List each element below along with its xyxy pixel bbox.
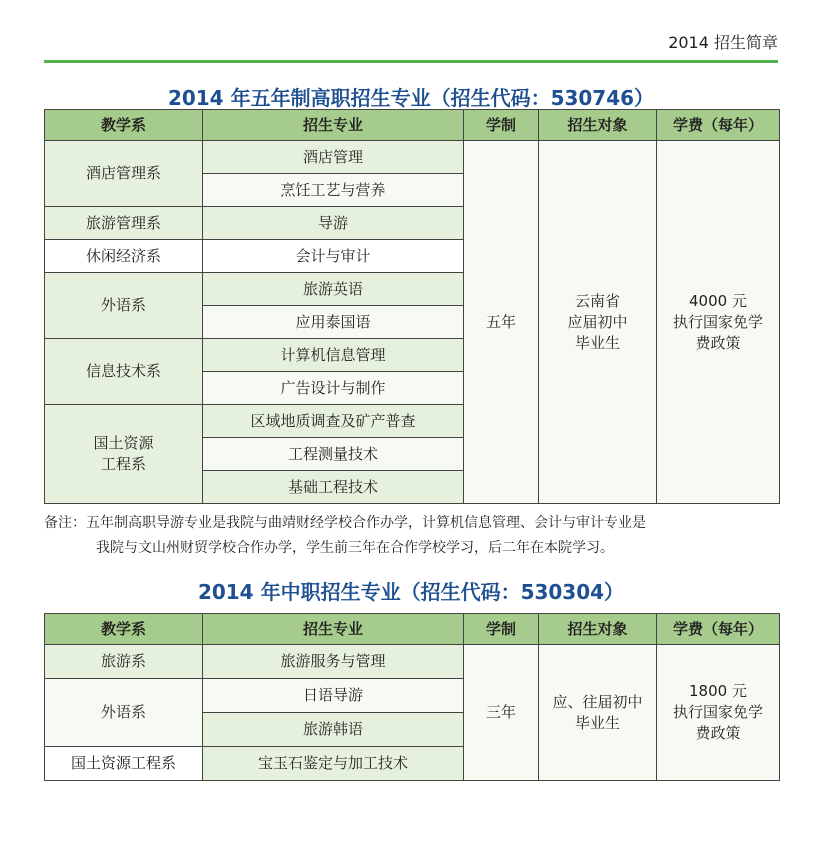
page-header: 2014 招生简章 xyxy=(668,33,778,52)
major-cell: 会计与审计 xyxy=(203,240,464,273)
tuition-cell: 4000 元 执行国家免学 费政策 xyxy=(657,141,780,504)
major-cell: 应用泰国语 xyxy=(203,306,464,339)
department-cell: 旅游系 xyxy=(45,645,203,679)
section1-title: 2014 年五年制高职招生专业（招生代码：530746） xyxy=(167,86,655,110)
header-rule xyxy=(44,60,778,63)
major-cell: 广告设计与制作 xyxy=(203,372,464,405)
major-cell: 旅游服务与管理 xyxy=(203,645,464,679)
major-cell: 旅游韩语 xyxy=(203,713,464,747)
major-cell: 工程测量技术 xyxy=(203,438,464,471)
header-target: 招生对象 xyxy=(539,110,657,141)
duration-cell: 五年 xyxy=(464,141,539,504)
secondary-vocational-table xyxy=(44,613,780,781)
major-cell: 区域地质调查及矿产普查 xyxy=(203,405,464,438)
target-cell: 云南省 应届初中 毕业生 xyxy=(539,141,657,504)
tuition-cell: 1800 元 执行国家免学 费政策 xyxy=(657,645,780,781)
department-cell: 国土资源 工程系 xyxy=(45,405,203,504)
header-major: 招生专业 xyxy=(203,614,464,645)
department-cell: 外语系 xyxy=(45,679,203,747)
department-cell: 酒店管理系 xyxy=(45,141,203,207)
header-major: 招生专业 xyxy=(203,110,464,141)
note-line-2: 我院与文山州财贸学校合作办学，学生前三年在合作学校学习，后二年在本院学习。 xyxy=(96,540,614,556)
duration-cell: 三年 xyxy=(464,645,539,781)
note xyxy=(44,511,784,561)
department-cell: 旅游管理系 xyxy=(45,207,203,240)
note-line-1: 备注：五年制高职导游专业是我院与曲靖财经学校合作办学，计算机信息管理、会计与审计专业是 xyxy=(44,515,646,531)
major-cell: 计算机信息管理 xyxy=(203,339,464,372)
target-cell: 应、往届初中 毕业生 xyxy=(539,645,657,781)
department-cell: 休闲经济系 xyxy=(45,240,203,273)
department-cell: 外语系 xyxy=(45,273,203,339)
header-tuition: 学费（每年） xyxy=(657,110,780,141)
table-header-row xyxy=(45,614,780,645)
major-cell: 酒店管理 xyxy=(203,141,464,174)
header-tuition: 学费（每年） xyxy=(657,614,780,645)
major-cell: 日语导游 xyxy=(203,679,464,713)
major-cell: 导游 xyxy=(203,207,464,240)
major-cell: 烹饪工艺与营养 xyxy=(203,174,464,207)
header-target: 招生对象 xyxy=(539,614,657,645)
table-header-row xyxy=(45,110,780,141)
major-cell: 基础工程技术 xyxy=(203,471,464,504)
header-duration: 学制 xyxy=(464,614,539,645)
major-cell: 旅游英语 xyxy=(203,273,464,306)
department-cell: 国土资源工程系 xyxy=(45,747,203,781)
header-duration: 学制 xyxy=(464,110,539,141)
header-department: 教学系 xyxy=(45,110,203,141)
section2-title: 2014 年中职招生专业（招生代码：530304） xyxy=(197,580,625,604)
major-cell: 宝玉石鉴定与加工技术 xyxy=(203,747,464,781)
header-department: 教学系 xyxy=(45,614,203,645)
table-row xyxy=(45,645,780,679)
department-cell: 信息技术系 xyxy=(45,339,203,405)
table-row xyxy=(45,141,780,174)
higher-vocational-table xyxy=(44,109,780,504)
